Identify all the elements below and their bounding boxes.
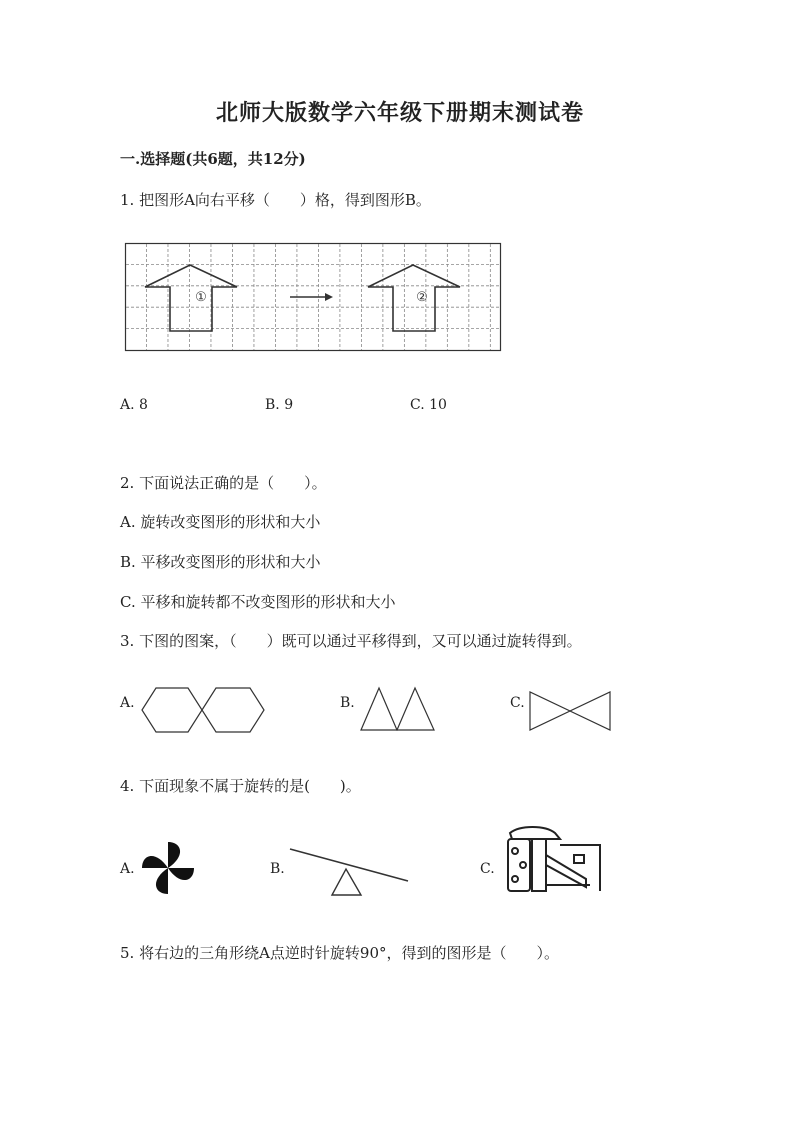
q2-option-a: A. 旋转改变图形的形状和大小 — [120, 513, 321, 531]
q1-option-c: C. 10 — [410, 397, 447, 413]
shape-b-label: ② — [416, 290, 428, 305]
q1-option-a: A. 8 — [120, 397, 148, 413]
q3-option-c: C. — [510, 695, 525, 711]
playground-slide-icon — [500, 825, 605, 897]
question-5-text: 5. 将右边的三角形绕A点逆时针旋转90°，得到的图形是（ ）。 — [120, 944, 560, 962]
q2-option-b: B. 平移改变图形的形状和大小 — [120, 553, 321, 571]
question-1-grid-figure — [125, 243, 503, 353]
question-2-text: 2. 下面说法正确的是（ ）。 — [120, 474, 327, 492]
section-heading: 一.选择题(共6题，共12分) — [120, 150, 306, 168]
q2-option-c: C. 平移和旋转都不改变图形的形状和大小 — [120, 593, 396, 611]
q4-option-b: B. — [270, 861, 285, 877]
q3-option-a: A. — [120, 695, 135, 711]
q3-option-b: B. — [340, 695, 355, 711]
shape-a-arrow — [145, 265, 237, 331]
q4-option-c: C. — [480, 861, 495, 877]
q3-bowtie-figure — [528, 690, 612, 732]
shape-a-label: ① — [195, 290, 207, 305]
shape-b-arrow — [368, 265, 460, 331]
seesaw-icon — [288, 845, 410, 897]
q4-option-a: A. — [120, 861, 135, 877]
q3-triangles-figure — [359, 686, 437, 732]
q3-hexagons-figure — [140, 686, 268, 734]
q1-option-b: B. 9 — [265, 397, 294, 413]
question-3-text: 3. 下图的图案，（ ）既可以通过平移得到，又可以通过旋转得到。 — [120, 632, 582, 650]
page-title: 北师大版数学六年级下册期末测试卷 — [215, 100, 584, 126]
pinwheel-icon — [140, 840, 196, 896]
question-1-text: 1. 把图形A向右平移（ ）格，得到图形B。 — [120, 191, 431, 209]
question-4-text: 4. 下面现象不属于旋转的是( )。 — [120, 777, 361, 795]
